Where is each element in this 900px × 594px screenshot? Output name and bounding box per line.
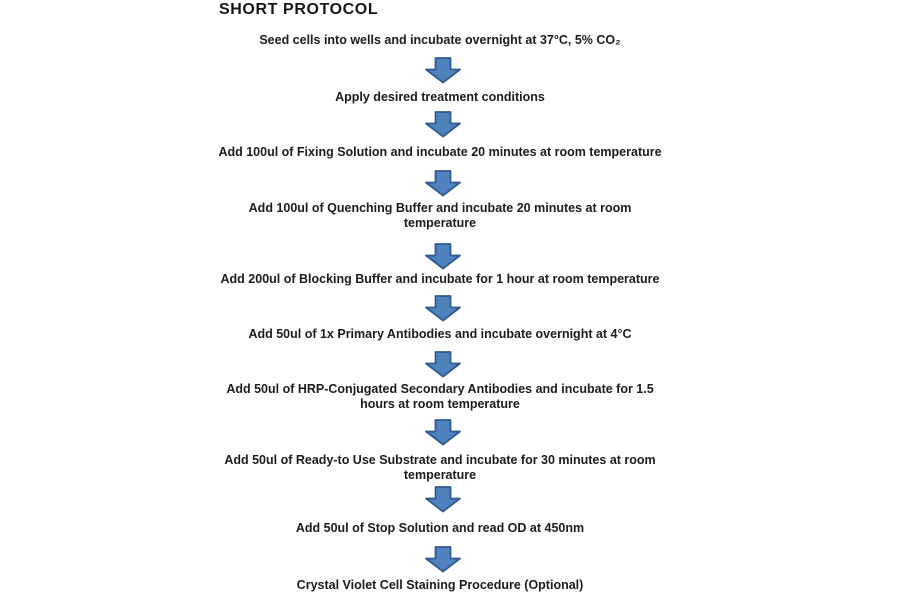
protocol-step-1: Seed cells into wells and incubate overnight at 37°C, 5% CO₂ (259, 33, 621, 47)
protocol-step-8: Add 50ul of Ready-to Use Substrate and incubate for 30 minutes at room temperature (224, 453, 656, 482)
protocol-step-9: Add 50ul of Stop Solution and read OD at 450nm (295, 521, 585, 535)
down-arrow-icon (424, 419, 462, 446)
protocol-step-6: Add 50ul of 1x Primary Antibodies and incubate overnight at 4°C (248, 327, 632, 341)
protocol-step-7: Add 50ul of HRP-Conjugated Secondary Antibodies and incubate for 1.5 hours at room temperature (226, 382, 654, 411)
down-arrow-icon (424, 170, 462, 197)
down-arrow-icon (424, 486, 462, 513)
page-title: SHORT PROTOCOL (219, 1, 379, 18)
down-arrow-icon (424, 111, 462, 138)
protocol-step-3: Add 100ul of Fixing Solution and incubate 20 minutes at room temperature (218, 145, 662, 159)
protocol-step-4: Add 100ul of Quenching Buffer and incubate 20 minutes at room temperature (248, 201, 632, 230)
protocol-step-2: Apply desired treatment conditions (335, 90, 545, 104)
protocol-step-5: Add 200ul of Blocking Buffer and incubate for 1 hour at room temperature (220, 272, 660, 286)
down-arrow-icon (424, 546, 462, 573)
down-arrow-icon (424, 243, 462, 270)
down-arrow-icon (424, 295, 462, 322)
down-arrow-icon (424, 351, 462, 378)
protocol-step-10: Crystal Violet Cell Staining Procedure (Optional) (296, 578, 584, 592)
down-arrow-icon (424, 57, 462, 84)
